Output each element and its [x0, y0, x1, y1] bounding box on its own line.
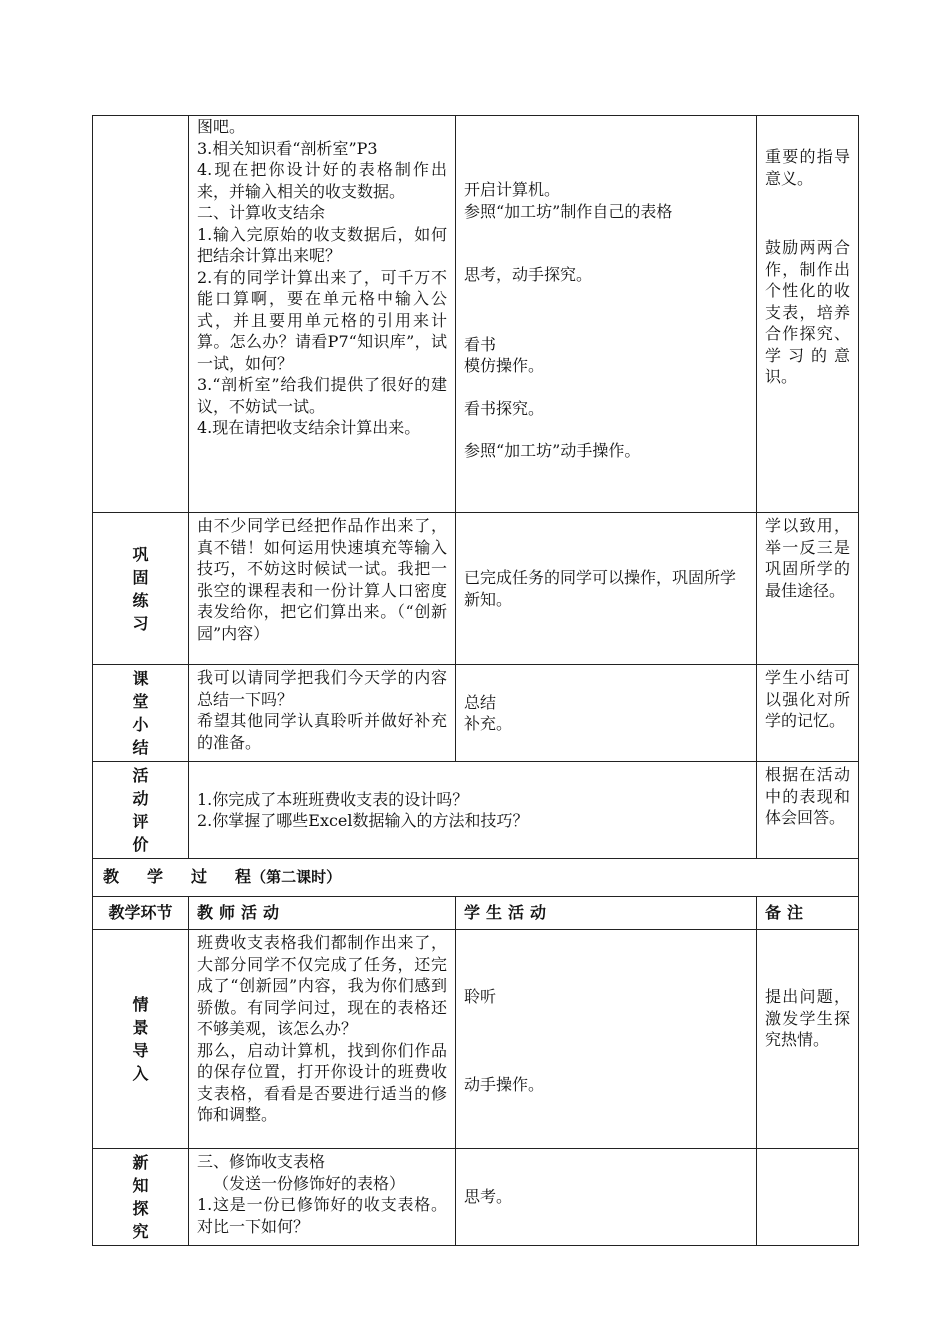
note-line: 鼓励两两合作，制作出个性化的收支表，培养合作探究、学习的意识。 — [765, 238, 850, 386]
section-title — [93, 859, 859, 897]
note-text: 根据在活动中的表现和体会回答。 — [765, 765, 850, 827]
evaluation-line: 2.你掌握了哪些Excel数据输入的方法和技巧？ — [197, 811, 529, 830]
note-text: 学以致用，举一反三是巩固所学的最佳途径。 — [765, 516, 850, 600]
note-cell — [757, 930, 859, 1149]
stage-char: 巩 — [132, 544, 149, 564]
teacher-activity-cell — [189, 513, 456, 665]
stage-char: 小 — [132, 715, 149, 734]
stage-char: 活 — [132, 766, 149, 785]
note-cell — [757, 1149, 859, 1246]
teacher-activity-cell — [189, 665, 456, 762]
stage-cell-summary — [93, 665, 189, 762]
table-row-summary — [93, 665, 859, 762]
table-row-continued — [93, 116, 859, 513]
stage-char: 究 — [132, 1222, 149, 1241]
student-text: 已完成任务的同学可以操作，巩固所学新知。 — [464, 568, 737, 609]
table-row-intro — [93, 930, 859, 1149]
stage-char: 课 — [132, 669, 149, 688]
teacher-line: 3.“剖析室”给我们提供了很好的建议，不妨试一试。 — [197, 375, 447, 416]
stage-char: 固 — [132, 567, 149, 587]
teacher-line: 我可以请同学把我们今天学的内容总结一下吗？ — [197, 668, 447, 709]
stage-char: 动 — [132, 789, 149, 808]
student-text: 思考。 — [464, 1187, 513, 1207]
stage-char: 习 — [132, 613, 149, 633]
table-row-section-title — [93, 859, 859, 897]
lesson-plan-table — [92, 115, 859, 1246]
stage-char: 练 — [132, 590, 149, 610]
table-row-evaluation — [93, 762, 859, 859]
student-line: 模仿操作。 — [464, 356, 545, 375]
section-title-char: 过 — [191, 867, 208, 887]
teacher-line: 希望其他同学认真聆听并做好补充的准备。 — [197, 711, 447, 752]
teacher-line: （发送一份修饰好的表格） — [213, 1173, 406, 1193]
teacher-line: 图吧。 — [197, 117, 246, 136]
student-line: 思考，动手探究。 — [464, 265, 593, 284]
student-activity-cell — [456, 930, 757, 1149]
header-note: 备注 — [757, 897, 859, 930]
note-cell — [757, 762, 859, 859]
teacher-text: 由不少同学已经把作品作出来了，真不错！如何运用快速填充等输入技巧，不妨这时候试一试。我把一张空的课程表和一份计算人口密度表发给你，把它们算出来。（“创新园”内容） — [197, 516, 447, 643]
student-activity-cell — [456, 116, 757, 513]
stage-char: 探 — [132, 1199, 149, 1218]
table-row-explore — [93, 1149, 859, 1246]
teacher-activity-cell — [189, 1149, 456, 1246]
evaluation-line: 1.你完成了本班班费收支表的设计吗？ — [197, 789, 469, 809]
student-line: 参照“加工坊”制作自己的表格 — [464, 201, 673, 221]
teacher-line: 2.有的同学计算出来了，可千万不能口算啊，要在单元格中输入公式，并且要用单元格的引用来计算。怎么办？请看P7“知识库”，试一试，如何？ — [197, 267, 447, 373]
stage-cell-practice — [93, 513, 189, 665]
teacher-line: 二、计算收支结余 — [197, 203, 326, 222]
teacher-activity-cell — [189, 930, 456, 1149]
stage-char: 堂 — [132, 692, 149, 711]
student-activity-cell — [456, 1149, 757, 1246]
table-row-practice — [93, 513, 859, 665]
stage-char: 结 — [132, 738, 149, 757]
teacher-activity-cell — [189, 116, 456, 513]
stage-cell-intro — [93, 930, 189, 1149]
stage-cell-evaluation — [93, 762, 189, 859]
stage-cell-empty — [93, 116, 189, 513]
stage-char: 知 — [132, 1176, 149, 1195]
student-line: 补充。 — [464, 714, 513, 733]
teacher-line: 3.相关知识看“剖析室”P3 — [197, 138, 378, 158]
note-cell — [757, 665, 859, 762]
section-title-char: 程 — [235, 867, 252, 887]
student-activity-cell — [456, 665, 757, 762]
student-activity-cell — [456, 513, 757, 665]
stage-char: 情 — [132, 995, 149, 1014]
student-line: 开启计算机。 — [464, 180, 561, 199]
stage-char: 入 — [132, 1064, 149, 1083]
student-line: 看书探究。 — [464, 398, 545, 418]
table-header-row — [93, 897, 859, 930]
header-stage: 教学环节 — [93, 897, 189, 930]
stage-char: 新 — [132, 1153, 149, 1172]
student-line: 动手操作。 — [464, 1074, 545, 1094]
stage-cell-explore — [93, 1149, 189, 1246]
teacher-line: 1.输入完原始的收支数据后，如何把结余计算出来呢？ — [197, 224, 447, 265]
stage-char: 评 — [132, 812, 149, 831]
note-cell — [757, 513, 859, 665]
note-text: 学生小结可以强化对所学的记忆。 — [765, 668, 850, 730]
section-subtitle: （第二课时） — [251, 868, 342, 887]
header-teacher: 教师活动 — [189, 897, 456, 930]
evaluation-content-cell — [189, 762, 757, 859]
stage-char: 价 — [132, 835, 149, 854]
header-student: 学生活动 — [456, 897, 757, 930]
stage-char: 景 — [132, 1018, 149, 1037]
note-line: 重要的指导意义。 — [765, 147, 850, 188]
teacher-line: 1.这是一份已修饰好的收支表格。对比一下如何？ — [197, 1195, 447, 1236]
section-title-char: 教 — [103, 867, 120, 887]
teacher-line: 三、修饰收支表格 — [197, 1152, 326, 1171]
note-text: 提出问题，激发学生探究热情。 — [765, 987, 850, 1049]
teacher-line: 4.现在把你设计好的表格制作出来，并输入相关的收支数据。 — [197, 160, 447, 201]
student-line: 聆听 — [464, 987, 497, 1006]
teacher-line: 班费收支表格我们都制作出来了，大部分同学不仅完成了任务，还完成了“创新园”内容，我为你们感到骄傲。有同学问过，现在的表格还不够美观，该怎么办？ — [197, 933, 447, 1038]
student-line: 参照“加工坊”动手操作。 — [464, 441, 641, 460]
student-line: 看书 — [464, 334, 497, 354]
section-title-char: 学 — [147, 867, 164, 887]
note-cell — [757, 116, 859, 513]
teacher-line: 那么，启动计算机，找到你们作品的保存位置，打开你设计的班费收支表格，看看是否要进行适当的修饰和调整。 — [197, 1040, 447, 1124]
teacher-line: 4.现在请把收支结余计算出来。 — [197, 418, 421, 437]
stage-char: 导 — [132, 1041, 149, 1060]
student-line: 总结 — [464, 692, 497, 712]
